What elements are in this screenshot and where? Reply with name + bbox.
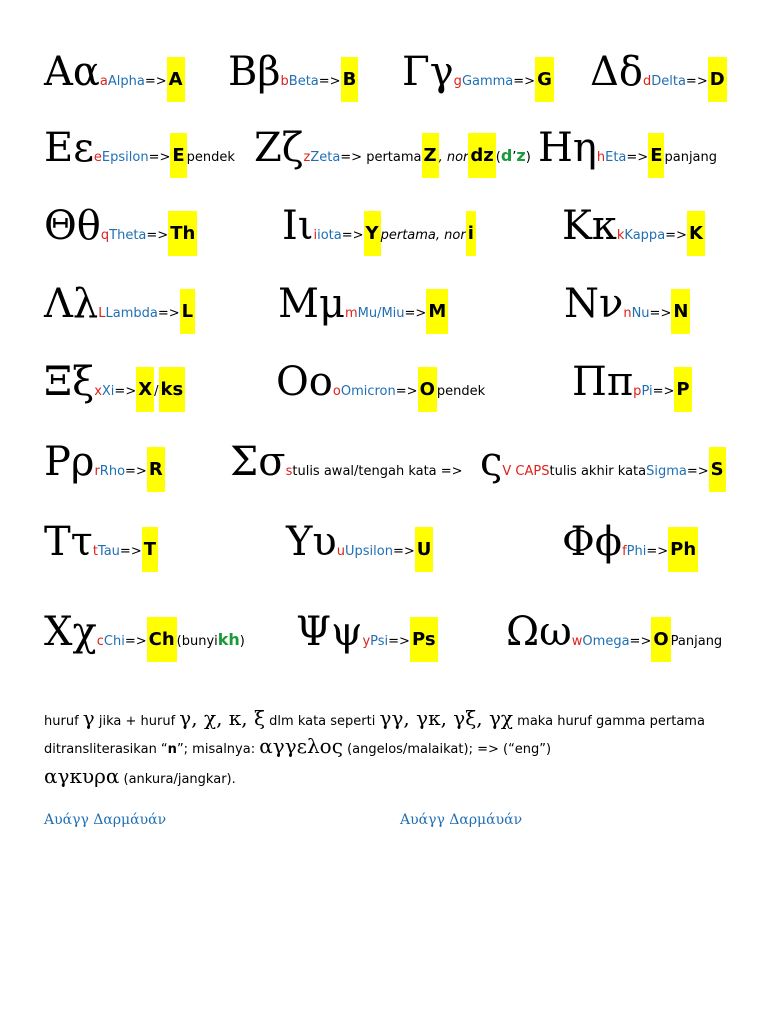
latin-key: p (633, 384, 642, 399)
paren-text: ( (495, 150, 501, 165)
transliteration-highlight: Z (422, 133, 439, 178)
transliteration-highlight: S (709, 447, 726, 492)
greek-letter: Ββ (228, 49, 281, 95)
greek-letter: Ηη (538, 125, 597, 171)
transliteration-highlight: Y (364, 211, 381, 256)
letter-name: Omega (582, 634, 630, 649)
transliteration-highlight: ks (159, 367, 186, 412)
suffix-text: ) (239, 634, 245, 649)
letter-entry (44, 519, 158, 572)
arrow-text: => (395, 384, 418, 399)
letter-entry (44, 125, 235, 178)
transliteration-highlight: Ch (147, 617, 177, 662)
letter-entry (506, 609, 723, 662)
latin-key: o (332, 384, 341, 399)
letter-name: Pi (641, 384, 653, 399)
transliteration-highlight: O (651, 617, 670, 662)
arrow-text: => (685, 74, 708, 89)
greek-letter: Ξξ (44, 359, 95, 405)
greek-letter: Νν (564, 281, 624, 327)
greek-letter: Αα (44, 49, 100, 95)
letter-name: iota (317, 228, 342, 243)
latin-key: e (93, 150, 102, 165)
paren-text: ’ (512, 150, 517, 165)
transliteration-highlight: B (341, 57, 359, 102)
latin-key: b (280, 74, 289, 89)
letter-entry (44, 49, 185, 102)
letter-name: Theta (109, 228, 147, 243)
arrow-text: => (646, 544, 669, 559)
greek-letter: Φϕ (562, 519, 623, 565)
greek-letter: Ψψ (296, 609, 363, 655)
transliteration-highlight: Ps (410, 617, 438, 662)
arrow-text: => (392, 544, 415, 559)
letter-name: Epsilon (101, 150, 149, 165)
arrow-text: => (124, 634, 147, 649)
greek-letter: Θθ (44, 203, 101, 249)
transliteration-highlight: K (687, 211, 705, 256)
greek-letter: Κκ (562, 203, 617, 249)
latin-key: u (336, 544, 345, 559)
arrow-text: => (157, 306, 180, 321)
letter-name: Xi (101, 384, 115, 399)
letter-name: Omicron (340, 384, 396, 399)
greek-letter: Υυ (286, 519, 337, 565)
mid-text: / (154, 384, 159, 399)
transliteration-highlight: L (180, 289, 195, 334)
greek-letter: Εε (44, 125, 94, 171)
latin-key: m (344, 306, 358, 321)
letter-name: Phi (626, 544, 647, 559)
arrow-text: => (649, 306, 672, 321)
letter-entry (572, 359, 692, 412)
arrow-text: => (144, 74, 167, 89)
latin-key: x (94, 384, 102, 399)
paren-letter: d (500, 146, 513, 165)
arrow-text: => (114, 384, 137, 399)
suffix-text: pendek (186, 150, 235, 165)
greek-letter: Ππ (572, 359, 634, 405)
transliteration-highlight: i (466, 211, 476, 256)
latin-key: L (98, 306, 106, 321)
greek-letter: Ρρ (44, 439, 95, 485)
letter-name: Kappa (624, 228, 666, 243)
greek-letter: Σσ (230, 439, 286, 485)
suffix-text: Panjang (670, 634, 723, 649)
suffix-text: (bunyi (176, 634, 218, 649)
letter-entry (562, 519, 698, 572)
note-line-1: huruf γ jika + huruf γ, χ, κ, ξ dlm kata seperti γγ, γκ, γξ, γχ maka huruf gamma pertama (44, 706, 705, 730)
letter-entry (480, 439, 726, 492)
latin-key: q (100, 228, 110, 243)
latin-key: d (642, 74, 652, 89)
letter-name: Chi (103, 634, 125, 649)
paren-text: ) (525, 150, 531, 165)
latin-key: k (616, 228, 625, 243)
latin-key: g (453, 74, 462, 89)
suffix-text: pendek (436, 384, 486, 399)
transliteration-highlight: U (415, 527, 434, 572)
transliteration-highlight: G (535, 57, 554, 102)
greek-letter: Ττ (44, 519, 93, 565)
letter-entry (44, 439, 165, 492)
arrow-text: => (629, 634, 652, 649)
arrow-text: => (125, 464, 147, 479)
transliteration-highlight: A (167, 57, 185, 102)
letter-entry (44, 203, 197, 256)
letter-name: Nu (631, 306, 650, 321)
transliteration-highlight: D (708, 57, 727, 102)
arrow-text: => (665, 228, 687, 243)
latin-key: n (623, 306, 632, 321)
latin-key: w (571, 634, 583, 649)
letter-entry (590, 49, 727, 102)
arrow-text: => (686, 464, 709, 479)
letter-entry (44, 609, 245, 662)
letter-entry (564, 281, 690, 334)
greek-letter: Λλ (44, 281, 99, 327)
transliteration-highlight: E (170, 133, 186, 178)
transliteration-highlight: Ph (668, 527, 698, 572)
letter-name: Mu/Miu (357, 306, 405, 321)
letter-entry (228, 49, 358, 102)
latin-key: a (99, 74, 108, 89)
greek-letter: Ζζ (254, 125, 304, 171)
transliteration-highlight: T (142, 527, 158, 572)
greek-letter: Γγ (402, 49, 454, 95)
letter-entry (278, 281, 448, 334)
suffix-green: kh (217, 630, 240, 649)
suffix-text: panjang (664, 150, 718, 165)
transliteration-highlight: Th (168, 211, 197, 256)
arrow-text: => pertama (340, 150, 422, 165)
letter-entry (296, 609, 438, 662)
greek-letter: Μμ (278, 281, 345, 327)
letter-entry (562, 203, 705, 256)
greek-letter: Ιι (282, 203, 314, 249)
letter-name: Upsilon (344, 544, 393, 559)
latin-key: V CAPS (502, 464, 550, 479)
greek-letter: Χχ (44, 609, 97, 655)
transliteration-highlight: E (648, 133, 664, 178)
latin-key: f (622, 544, 627, 559)
letter-entry (44, 281, 195, 334)
letter-name: Alpha (107, 74, 145, 89)
letter-entry (282, 203, 476, 256)
greek-letter: Δδ (590, 49, 643, 95)
arrow-text: => (341, 228, 364, 243)
transliteration-highlight: M (426, 289, 448, 334)
letter-entry (276, 359, 486, 412)
letter-name: Beta (288, 74, 319, 89)
latin-key: i (313, 228, 318, 243)
letter-entry (538, 125, 718, 178)
latin-key: y (362, 634, 371, 649)
letter-entry (230, 439, 463, 485)
arrow-text: => (513, 74, 536, 89)
arrow-text: => (388, 634, 410, 649)
letter-name: Tau (97, 544, 120, 559)
letter-name: Zeta (310, 150, 341, 165)
pre-text: tulis akhir kata (549, 464, 647, 479)
latin-key: s (285, 464, 293, 479)
transliteration-highlight: dz (468, 133, 495, 178)
latin-key: z (303, 150, 311, 165)
signature-left: Αυάγγ Δαρμάυάν (44, 812, 167, 828)
latin-key: t (92, 544, 98, 559)
letter-name: Gamma (461, 74, 514, 89)
paren-letter: z (516, 146, 526, 165)
letter-entry (402, 49, 554, 102)
mid-text: pertama, nor (380, 228, 466, 243)
letter-entry (286, 519, 433, 572)
letter-name: Psi (370, 634, 389, 649)
latin-key: c (96, 634, 104, 649)
note-line-3: αγκυρα (ankura/jangkar). (44, 764, 236, 788)
arrow-text: => (626, 150, 649, 165)
letter-name: Rho (99, 464, 126, 479)
mid-text: , nor (438, 150, 469, 165)
greek-letter: Οο (276, 359, 333, 405)
greek-letter: ς (480, 439, 503, 485)
letter-name: Sigma (646, 464, 687, 479)
arrow-text: => (318, 74, 341, 89)
transliteration-highlight: P (674, 367, 691, 412)
note-line-2: ditransliterasikan “n”; misalnya: αγγελος (angelos/malaikat); => (“eng”) (44, 734, 552, 758)
arrow-text: => (148, 150, 171, 165)
letter-entry (254, 125, 531, 178)
arrow-text: => (119, 544, 142, 559)
transliteration-highlight: X (136, 367, 154, 412)
transliteration-highlight: O (418, 367, 437, 412)
arrow-text: => (146, 228, 169, 243)
arrow-text: => (404, 306, 427, 321)
latin-key: r (94, 464, 100, 479)
letter-name: Delta (651, 74, 686, 89)
arrow-text: tulis awal/tengah kata => (292, 464, 463, 479)
latin-key: h (596, 150, 606, 165)
transliteration-highlight: R (147, 447, 165, 492)
letter-name: Lambda (105, 306, 158, 321)
signature-right: Αυάγγ Δαρμάυάν (400, 812, 523, 828)
arrow-text: => (652, 384, 675, 399)
letter-name: Eta (605, 150, 627, 165)
letter-entry (44, 359, 185, 412)
transliteration-highlight: N (671, 289, 690, 334)
greek-letter: Ωω (506, 609, 572, 655)
